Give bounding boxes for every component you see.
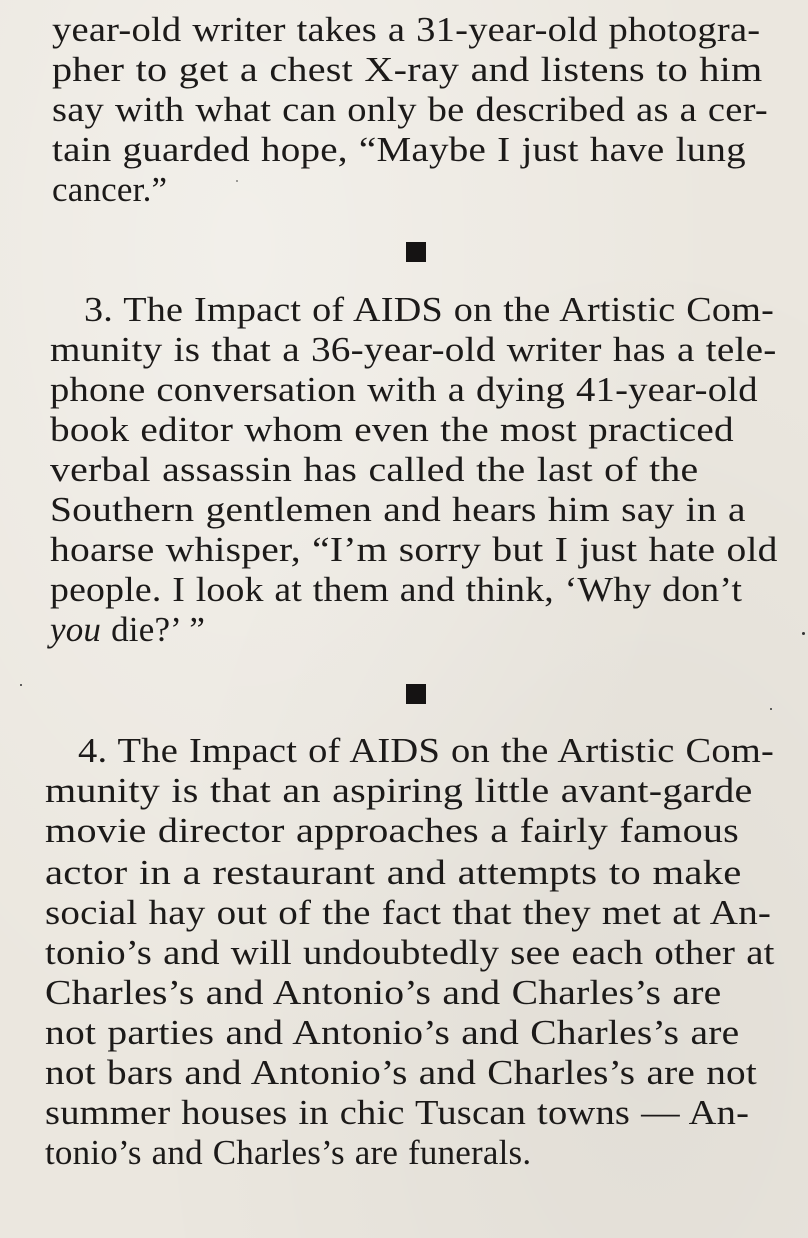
text-line: movie director approaches a fairly famous bbox=[45, 811, 740, 850]
text-line: people. I look at them and think, ‘Why don’t bbox=[50, 570, 743, 609]
text-line: actor in a restaurant and attempts to make bbox=[45, 853, 742, 892]
text-line: year-old writer takes a 31-year-old photogra- bbox=[52, 10, 761, 49]
text-line: tonio’s and will undoubtedly see each other at bbox=[45, 933, 775, 972]
text-line: book editor whom even the most practiced bbox=[50, 410, 734, 449]
section-separator-square bbox=[406, 242, 426, 262]
scan-speck bbox=[802, 632, 805, 635]
text-line: not parties and Antonio’s and Charles’s are bbox=[45, 1013, 740, 1052]
text-line: say with what can only be described as a cer- bbox=[52, 90, 768, 129]
text-line-last bbox=[50, 610, 205, 650]
scan-speck bbox=[20, 684, 22, 686]
text-line: verbal assassin has called the last of the bbox=[50, 450, 699, 489]
text-line: pher to get a chest X-ray and listens to him bbox=[52, 50, 763, 89]
text-line: hoarse whisper, “I’m sorry but I just hate old bbox=[50, 530, 778, 569]
text-line: 4. The Impact of AIDS on the Artistic Com- bbox=[78, 731, 775, 770]
text-line: phone conversation with a dying 41-year-old bbox=[50, 370, 758, 409]
text-line: social hay out of the fact that they met at An- bbox=[45, 893, 772, 932]
text-line: munity is that a 36-year-old writer has a tele- bbox=[50, 330, 777, 369]
text-line: 3. The Impact of AIDS on the Artistic Com- bbox=[84, 290, 775, 329]
scan-speck bbox=[236, 180, 238, 182]
text-run: die?’ ” bbox=[101, 610, 206, 649]
scan-speck bbox=[770, 708, 772, 710]
text-line: summer houses in chic Tuscan towns — An- bbox=[45, 1093, 750, 1132]
text-line: not bars and Antonio’s and Charles’s are not bbox=[45, 1053, 758, 1092]
text-line: Charles’s and Antonio’s and Charles’s are bbox=[45, 973, 722, 1012]
text-line: Southern gentlemen and hears him say in a bbox=[50, 490, 746, 529]
text-line: munity is that an aspiring little avant-garde bbox=[45, 771, 753, 810]
italic-word: you bbox=[50, 610, 102, 649]
text-line: tain guarded hope, “Maybe I just have lung bbox=[52, 130, 746, 169]
section-separator-square bbox=[406, 684, 426, 704]
text-line: tonio’s and Charles’s are funerals. bbox=[45, 1133, 532, 1172]
text-line: cancer.” bbox=[52, 170, 168, 209]
